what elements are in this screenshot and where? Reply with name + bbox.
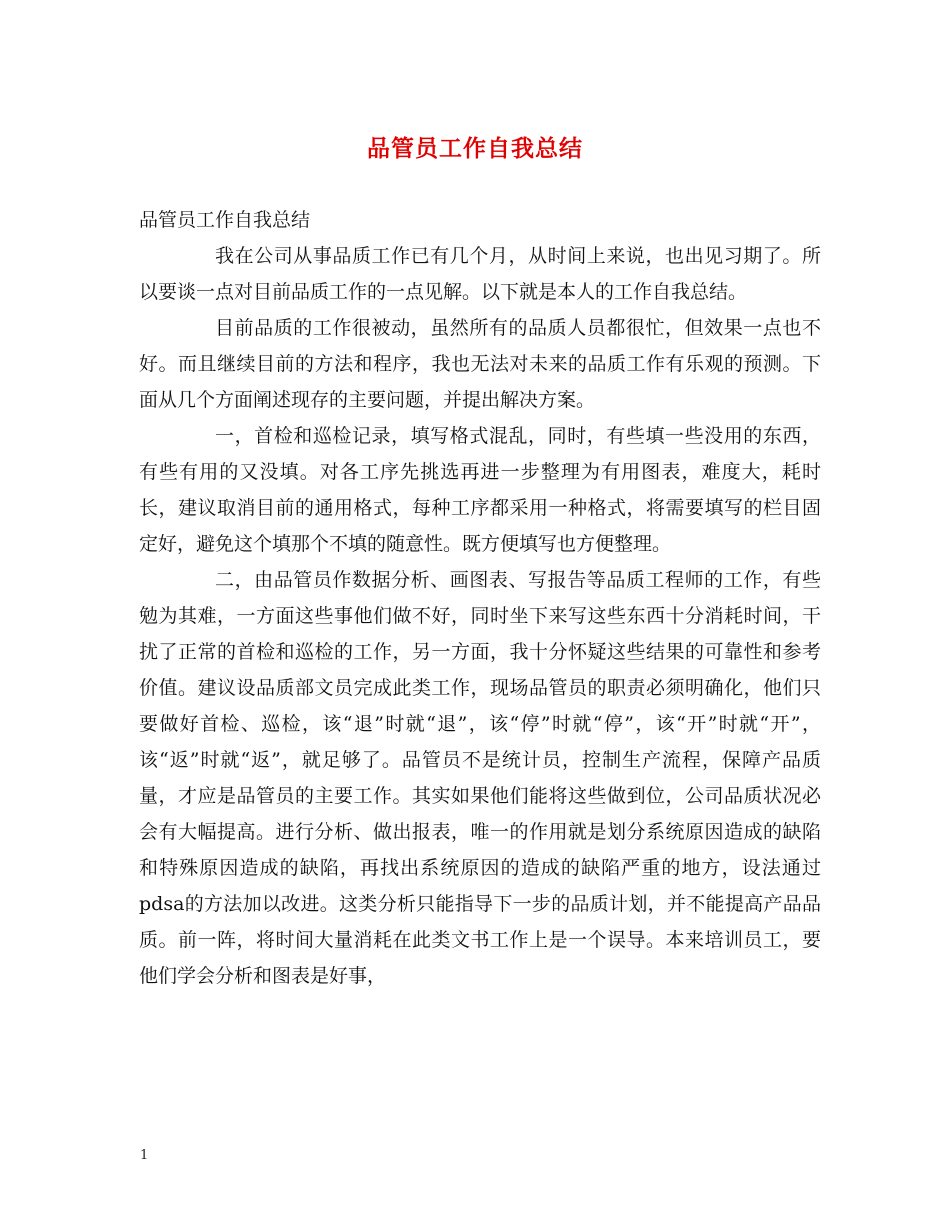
paragraph-point-two: 二，由品管员作数据分析、画图表、写报告等品质工程师的工作，有些勉为其难，一方面这些事他们做不好，同时坐下来写这些东西十分消耗时间，干扰了正常的首检和巡检的工作，另一方面，我十分怀疑这些结果的可靠性和参考价值。建议设品质部文员完成此类工作，现场品管员的职责必须明确化，他们只要做好首检、巡检，该“退”时就“退”，该“停”时就“停”，该“开”时就“开”，该“返”时就“返”，就足够了。品管员不是统计员，控制生产流程，保障产品质量，才应是品管员的主要工作。其实如果他们能将这些做到位，公司品质状况必会有大幅提高。进行分析、做出报表，唯一的作用就是划分系统原因造成的缺陷和特殊原因造成的缺陷，再找出系统原因的造成的缺陷严重的地方，设法通过pdsa的方法加以改进。这类分析只能指导下一步的品质计划，并不能提高产品品质。前一阵，将时间大量消耗在此类文书工作上是一个误导。本来培训员工，要他们学会分析和图表是好事， [139, 569, 821, 987]
document-title: 品管员工作自我总结 [367, 135, 583, 162]
paragraph-current-state: 目前品质的工作很被动，虽然所有的品质人员都很忙，但效果一点也不好。而且继续目前的方法和程序，我也无法对未来的品质工作有乐观的预测。下面从几个方面阐述现存的主要问题，并提出解决方案。 [139, 317, 821, 411]
document-heading: 品管员工作自我总结 [139, 209, 311, 231]
document-body [139, 202, 821, 994]
paragraph-intro: 我在公司从事品质工作已有几个月，从时间上来说，也出见习期了。所以要谈一点对目前品质工作的一点见解。以下就是本人的工作自我总结。 [139, 245, 821, 303]
paragraph-point-one: 一，首检和巡检记录，填写格式混乱，同时，有些填一些没用的东西，有些有用的又没填。对各工序先挑选再进一步整理为有用图表，难度大，耗时长，建议取消目前的通用格式，每种工序都采用一种格式，将需要填写的栏目固定好，避免这个填那个不填的随意性。既方便填写也方便整理。 [139, 425, 821, 555]
page-number: 1 [140, 1148, 149, 1163]
